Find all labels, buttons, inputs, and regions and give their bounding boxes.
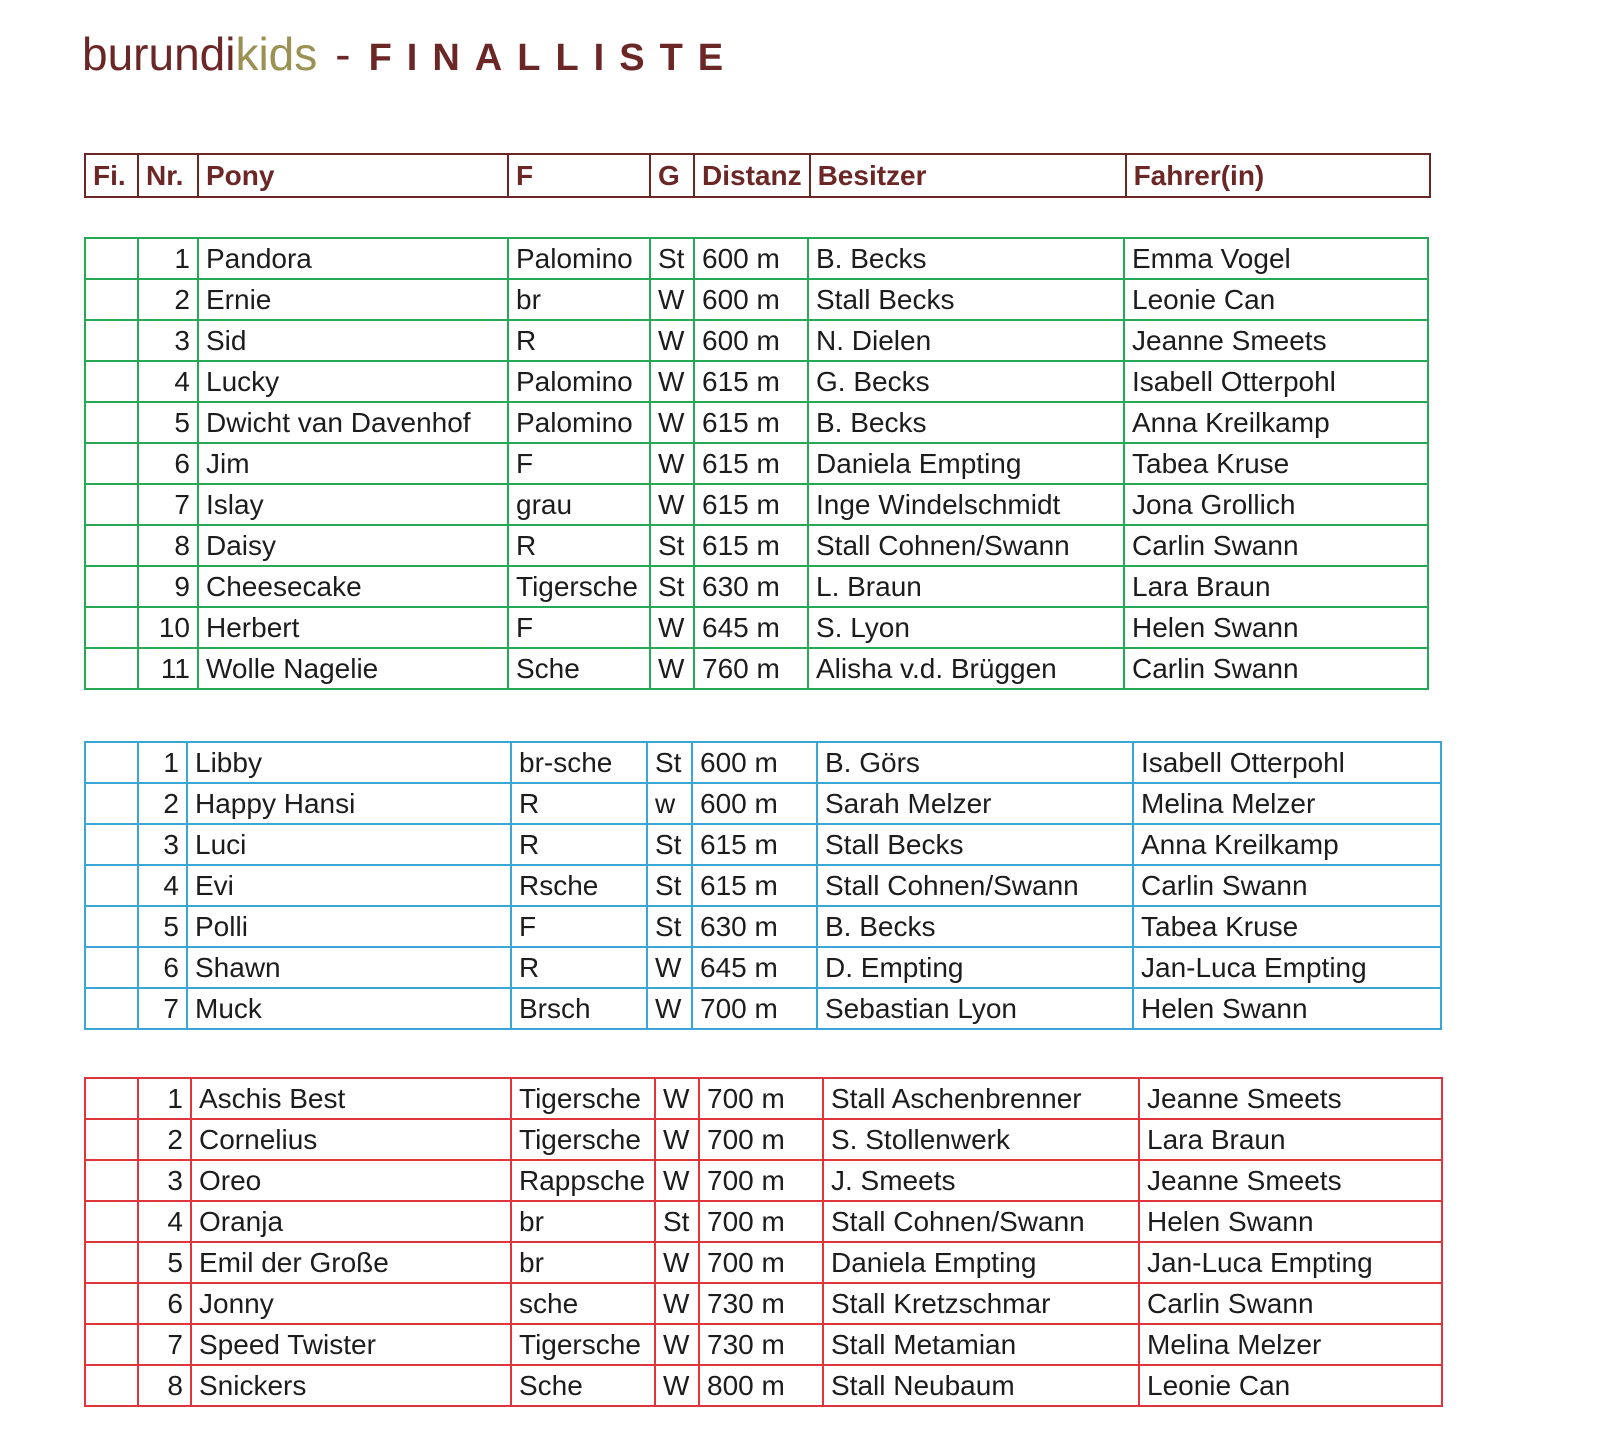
cell-fi [85,1160,138,1201]
cell-fellfarbe: R [511,947,647,988]
cell-pony: Daisy [198,525,508,566]
cell-geschlecht: W [655,1324,699,1365]
cell-besitzer: B. Becks [808,238,1124,279]
cell-pony: Shawn [187,947,511,988]
cell-fellfarbe: Tigersche [511,1119,655,1160]
cell-nr: 9 [138,566,198,607]
group-table-blue [84,741,1442,1030]
table-row [85,1201,1442,1242]
cell-besitzer: Stall Neubaum [823,1365,1139,1406]
cell-geschlecht: W [650,279,694,320]
cell-distanz: 615 m [694,484,808,525]
cell-fellfarbe: F [508,443,650,484]
cell-fellfarbe: Tigersche [508,566,650,607]
cell-fahrer: Emma Vogel [1124,238,1428,279]
group-table-red [84,1077,1443,1407]
cell-fi [85,361,138,402]
cell-fahrer: Helen Swann [1124,607,1428,648]
cell-fellfarbe: Tigersche [511,1078,655,1119]
cell-besitzer: Stall Becks [817,824,1133,865]
cell-fi [85,947,138,988]
cell-besitzer: S. Lyon [808,607,1124,648]
cell-geschlecht: W [650,402,694,443]
table-row [85,525,1428,566]
cell-nr: 3 [138,320,198,361]
table-row [85,1119,1442,1160]
cell-distanz: 760 m [694,648,808,689]
brand-name-part2: kids [235,28,318,80]
cell-distanz: 615 m [692,824,817,865]
cell-nr: 7 [138,988,187,1029]
cell-distanz: 700 m [699,1160,823,1201]
cell-fellfarbe: R [508,525,650,566]
table-row [85,1365,1442,1406]
cell-fi [85,607,138,648]
cell-nr: 3 [138,1160,191,1201]
cell-fi [85,783,138,824]
cell-besitzer: B. Becks [808,402,1124,443]
cell-fellfarbe: grau [508,484,650,525]
title-separator: - [335,28,351,80]
cell-distanz: 645 m [694,607,808,648]
cell-fahrer: Jan-Luca Empting [1139,1242,1442,1283]
cell-fahrer: Jan-Luca Empting [1133,947,1441,988]
cell-geschlecht: W [655,1119,699,1160]
cell-geschlecht: St [650,566,694,607]
cell-fahrer: Melina Melzer [1133,783,1441,824]
cell-fi [85,402,138,443]
cell-fi [85,238,138,279]
cell-besitzer: Sebastian Lyon [817,988,1133,1029]
cell-fellfarbe: F [508,607,650,648]
cell-fellfarbe: br-sche [511,742,647,783]
cell-besitzer: Daniela Empting [823,1242,1139,1283]
cell-pony: Muck [187,988,511,1029]
cell-geschlecht: W [655,1365,699,1406]
cell-distanz: 600 m [692,783,817,824]
cell-geschlecht: W [655,1078,699,1119]
cell-pony: Oranja [191,1201,511,1242]
cell-fellfarbe: Brsch [511,988,647,1029]
cell-fahrer: Anna Kreilkamp [1124,402,1428,443]
cell-besitzer: Daniela Empting [808,443,1124,484]
cell-nr: 6 [138,947,187,988]
table-row [85,443,1428,484]
table-row [85,865,1441,906]
cell-nr: 4 [138,361,198,402]
table-row [85,1160,1442,1201]
cell-fahrer: Carlin Swann [1124,525,1428,566]
cell-pony: Cheesecake [198,566,508,607]
cell-fellfarbe: Sche [511,1365,655,1406]
cell-besitzer: Stall Metamian [823,1324,1139,1365]
table-row [85,947,1441,988]
cell-pony: Oreo [191,1160,511,1201]
header-row [85,154,1430,197]
cell-pony: Wolle Nagelie [198,648,508,689]
cell-fahrer: Jeanne Smeets [1124,320,1428,361]
table-row [85,402,1428,443]
cell-pony: Luci [187,824,511,865]
cell-fahrer: Leonie Can [1139,1365,1442,1406]
table-row [85,648,1428,689]
cell-pony: Snickers [191,1365,511,1406]
cell-besitzer: Stall Cohnen/Swann [823,1201,1139,1242]
cell-distanz: 615 m [694,443,808,484]
cell-geschlecht: St [647,824,692,865]
cell-nr: 2 [138,1119,191,1160]
cell-besitzer: Inge Windelschmidt [808,484,1124,525]
cell-geschlecht: W [650,484,694,525]
cell-fellfarbe: br [511,1201,655,1242]
column-header-g: G [650,154,694,197]
cell-fi [85,1078,138,1119]
cell-fahrer: Isabell Otterpohl [1133,742,1441,783]
cell-fahrer: Leonie Can [1124,279,1428,320]
cell-fahrer: Jeanne Smeets [1139,1078,1442,1119]
cell-nr: 7 [138,1324,191,1365]
cell-distanz: 600 m [694,320,808,361]
cell-fellfarbe: F [511,906,647,947]
cell-besitzer: Stall Aschenbrenner [823,1078,1139,1119]
cell-besitzer: Sarah Melzer [817,783,1133,824]
cell-distanz: 645 m [692,947,817,988]
cell-geschlecht: W [655,1283,699,1324]
cell-besitzer: D. Empting [817,947,1133,988]
cell-fahrer: Helen Swann [1139,1201,1442,1242]
cell-pony: Evi [187,865,511,906]
cell-pony: Herbert [198,607,508,648]
cell-pony: Sid [198,320,508,361]
cell-besitzer: Stall Cohnen/Swann [817,865,1133,906]
cell-distanz: 800 m [699,1365,823,1406]
cell-distanz: 600 m [694,279,808,320]
table-row [85,1078,1442,1119]
cell-fi [85,1201,138,1242]
cell-nr: 4 [138,1201,191,1242]
column-header-fahrer: Fahrer(in) [1126,154,1430,197]
cell-nr: 10 [138,607,198,648]
cell-pony: Jonny [191,1283,511,1324]
table-row [85,361,1428,402]
cell-nr: 8 [138,1365,191,1406]
cell-distanz: 700 m [699,1078,823,1119]
cell-fellfarbe: R [511,824,647,865]
cell-pony: Islay [198,484,508,525]
column-header-fi: Fi. [85,154,138,197]
cell-geschlecht: St [650,238,694,279]
cell-geschlecht: W [650,648,694,689]
cell-distanz: 600 m [692,742,817,783]
cell-distanz: 630 m [694,566,808,607]
table-row [85,824,1441,865]
brand-name-part1: burundi [82,28,236,80]
table-row [85,279,1428,320]
list-heading: FINALLISTE [368,37,739,79]
cell-pony: Jim [198,443,508,484]
cell-pony: Polli [187,906,511,947]
cell-fellfarbe: sche [511,1283,655,1324]
cell-fahrer: Carlin Swann [1133,865,1441,906]
cell-geschlecht: St [650,525,694,566]
cell-pony: Emil der Große [191,1242,511,1283]
cell-fellfarbe: Palomino [508,238,650,279]
column-header-pony: Pony [198,154,508,197]
table-row [85,783,1441,824]
cell-fahrer: Helen Swann [1133,988,1441,1029]
column-header-distanz: Distanz [694,154,810,197]
cell-besitzer: L. Braun [808,566,1124,607]
cell-fellfarbe: Palomino [508,361,650,402]
cell-distanz: 615 m [692,865,817,906]
cell-distanz: 600 m [694,238,808,279]
cell-fahrer: Isabell Otterpohl [1124,361,1428,402]
cell-pony: Ernie [198,279,508,320]
cell-fellfarbe: Sche [508,648,650,689]
cell-nr: 5 [138,402,198,443]
cell-nr: 2 [138,783,187,824]
column-header-nr: Nr. [138,154,198,197]
cell-nr: 5 [138,906,187,947]
cell-geschlecht: W [650,443,694,484]
cell-pony: Libby [187,742,511,783]
cell-besitzer: Stall Becks [808,279,1124,320]
cell-fi [85,566,138,607]
cell-nr: 7 [138,484,198,525]
table-row [85,238,1428,279]
cell-pony: Aschis Best [191,1078,511,1119]
cell-fi [85,1119,138,1160]
table-row [85,988,1441,1029]
cell-nr: 2 [138,279,198,320]
table-row [85,1283,1442,1324]
cell-fellfarbe: R [511,783,647,824]
cell-distanz: 630 m [692,906,817,947]
cell-distanz: 700 m [699,1242,823,1283]
cell-fellfarbe: br [508,279,650,320]
cell-geschlecht: W [655,1242,699,1283]
cell-distanz: 730 m [699,1324,823,1365]
cell-fi [85,1365,138,1406]
cell-besitzer: Stall Kretzschmar [823,1283,1139,1324]
cell-fahrer: Tabea Kruse [1133,906,1441,947]
cell-pony: Cornelius [191,1119,511,1160]
cell-fahrer: Jona Grollich [1124,484,1428,525]
table-row [85,566,1428,607]
cell-fahrer: Tabea Kruse [1124,443,1428,484]
cell-besitzer: J. Smeets [823,1160,1139,1201]
cell-geschlecht: W [650,320,694,361]
cell-fi [85,865,138,906]
cell-fahrer: Lara Braun [1124,566,1428,607]
cell-besitzer: B. Görs [817,742,1133,783]
cell-pony: Dwicht van Davenhof [198,402,508,443]
table-row [85,906,1441,947]
column-header-besitzer: Besitzer [810,154,1126,197]
cell-fellfarbe: Palomino [508,402,650,443]
table-row [85,1324,1442,1365]
cell-geschlecht: St [647,865,692,906]
table-row [85,742,1441,783]
cell-pony: Speed Twister [191,1324,511,1365]
cell-geschlecht: W [655,1160,699,1201]
cell-fi [85,1242,138,1283]
cell-fahrer: Carlin Swann [1124,648,1428,689]
cell-fellfarbe: Rappsche [511,1160,655,1201]
cell-fi [85,443,138,484]
cell-nr: 6 [138,443,198,484]
cell-fi [85,648,138,689]
cell-fi [85,1283,138,1324]
cell-fellfarbe: br [511,1242,655,1283]
cell-nr: 3 [138,824,187,865]
cell-distanz: 700 m [699,1119,823,1160]
cell-fellfarbe: Tigersche [511,1324,655,1365]
cell-besitzer: G. Becks [808,361,1124,402]
cell-fi [85,824,138,865]
table-row [85,484,1428,525]
table-row [85,607,1428,648]
header-table [84,153,1431,198]
cell-pony: Lucky [198,361,508,402]
cell-fahrer: Lara Braun [1139,1119,1442,1160]
cell-pony: Happy Hansi [187,783,511,824]
cell-geschlecht: St [647,906,692,947]
cell-geschlecht: St [655,1201,699,1242]
cell-nr: 6 [138,1283,191,1324]
cell-geschlecht: w [647,783,692,824]
cell-fi [85,988,138,1029]
table-row [85,320,1428,361]
cell-nr: 1 [138,238,198,279]
cell-geschlecht: St [647,742,692,783]
cell-fahrer: Carlin Swann [1139,1283,1442,1324]
table-row [85,1242,1442,1283]
cell-fi [85,320,138,361]
cell-geschlecht: W [650,361,694,402]
cell-distanz: 615 m [694,525,808,566]
cell-distanz: 730 m [699,1283,823,1324]
cell-fellfarbe: Rsche [511,865,647,906]
cell-fi [85,742,138,783]
group-table-green [84,237,1429,690]
cell-nr: 8 [138,525,198,566]
cell-besitzer: Stall Cohnen/Swann [808,525,1124,566]
cell-distanz: 700 m [692,988,817,1029]
cell-fi [85,906,138,947]
cell-geschlecht: W [647,988,692,1029]
cell-nr: 1 [138,1078,191,1119]
cell-distanz: 615 m [694,361,808,402]
column-header-f: F [508,154,650,197]
page-title [82,26,738,86]
cell-nr: 1 [138,742,187,783]
cell-nr: 11 [138,648,198,689]
cell-fi [85,525,138,566]
cell-besitzer: S. Stollenwerk [823,1119,1139,1160]
cell-besitzer: Alisha v.d. Brüggen [808,648,1124,689]
cell-pony: Pandora [198,238,508,279]
cell-besitzer: B. Becks [817,906,1133,947]
cell-fahrer: Melina Melzer [1139,1324,1442,1365]
cell-besitzer: N. Dielen [808,320,1124,361]
cell-fi [85,279,138,320]
cell-nr: 5 [138,1242,191,1283]
cell-fahrer: Anna Kreilkamp [1133,824,1441,865]
cell-distanz: 700 m [699,1201,823,1242]
cell-fellfarbe: R [508,320,650,361]
cell-fahrer: Jeanne Smeets [1139,1160,1442,1201]
cell-geschlecht: W [650,607,694,648]
cell-nr: 4 [138,865,187,906]
cell-geschlecht: W [647,947,692,988]
cell-fi [85,484,138,525]
cell-distanz: 615 m [694,402,808,443]
cell-fi [85,1324,138,1365]
